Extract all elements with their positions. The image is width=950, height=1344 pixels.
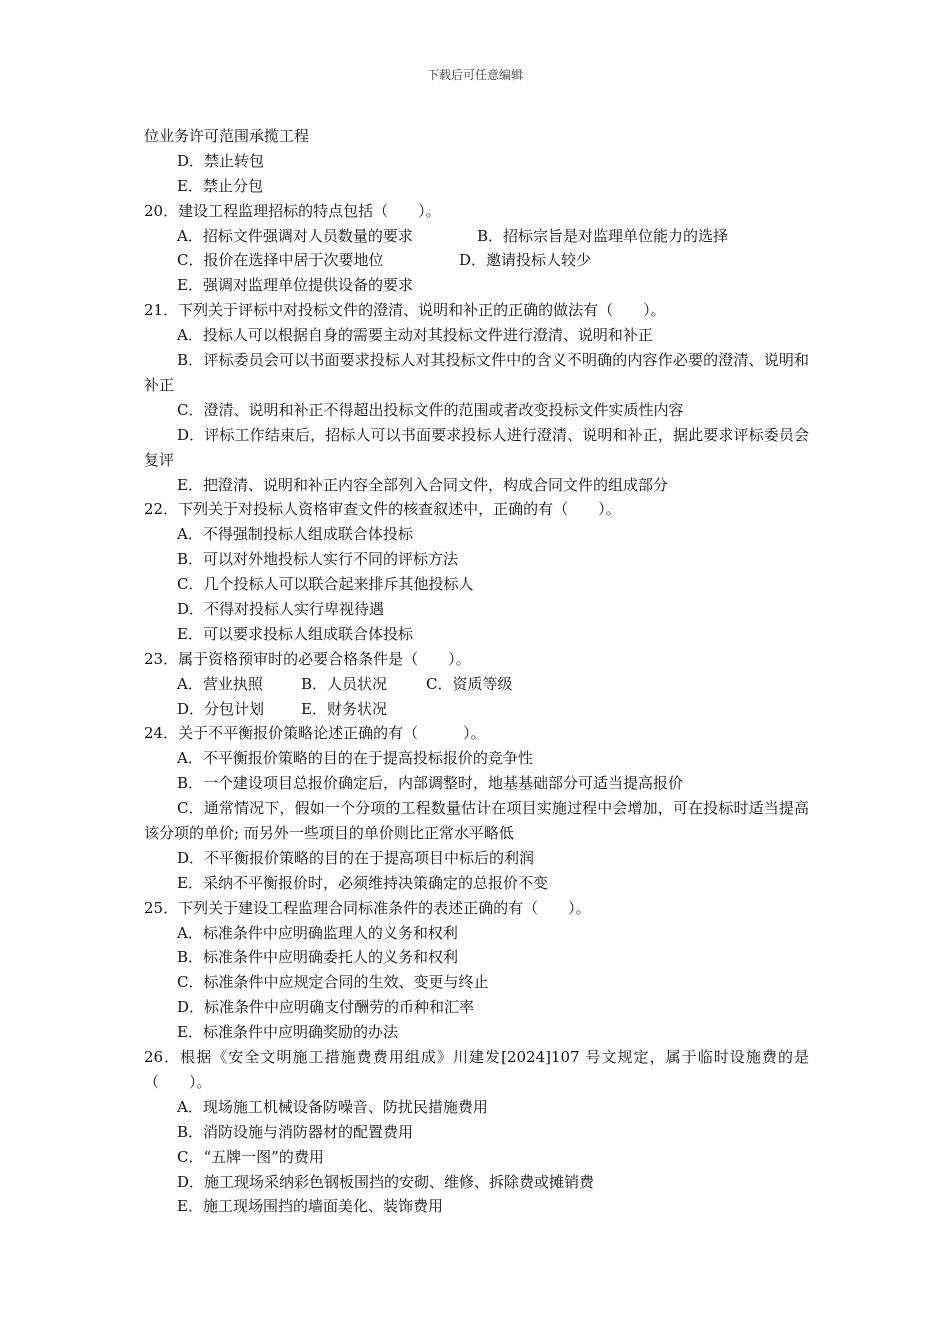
question-26: 26．根据《安全文明施工措施费费用组成》川建发[2024]107 号文规定，属于临时设施费的是（ ）。 [144, 1048, 809, 1091]
option-row [144, 248, 809, 273]
option-d: D．不得对投标人实行卑视待遇 [177, 599, 385, 618]
option-a: A．现场施工机械设备防噪音、防扰民措施费用 [177, 1097, 488, 1116]
option-a: A．标准条件中应明确监理人的义务和权利 [177, 923, 458, 942]
option-d: D．邀请投标人较少 [459, 251, 592, 270]
option-d: D．标准条件中应明确支付酬劳的币种和汇率 [177, 998, 475, 1017]
option-d: D．分包计划 [177, 699, 265, 718]
document-body [144, 124, 809, 1219]
option-a: A．营业执照 [177, 674, 263, 693]
option-e: E．施工现场围挡的墙面美化、装饰费用 [177, 1197, 443, 1216]
option-b: B．人员状况 [301, 674, 388, 693]
option-a: A．不平衡报价策略的目的在于提高投标报价的竞争性 [177, 749, 533, 768]
option-e: E．采纳不平衡报价时，必须维持决策确定的总报价不变 [177, 873, 548, 892]
question-21: 21．下列关于评标中对投标文件的澄清、说明和补正的正确的做法有（ ）。 [144, 301, 666, 320]
option-line: E．禁止分包 [177, 176, 263, 195]
option-d: D．评标工作结束后，招标人可以书面要求投标人进行澄清、说明和补正，据此要求评标委员会复评 [144, 425, 809, 469]
option-e: E．可以要求投标人组成联合体投标 [177, 624, 413, 643]
option-b: B．一个建设项目总报价确定后，内部调整时，地基基础部分可适当提高报价 [177, 774, 684, 793]
option-e: E．财务状况 [301, 699, 387, 718]
option-b: B．消防设施与消防器材的配置费用 [177, 1122, 414, 1141]
option-c: C．资质等级 [426, 674, 513, 693]
option-b: B．可以对外地投标人实行不同的评标方法 [177, 550, 459, 569]
page-header: 下载后可任意编辑 [426, 68, 523, 82]
question-25: 25．下列关于建设工程监理合同标准条件的表述正确的有（ ）。 [144, 898, 591, 917]
option-c: C．“五牌一图”的费用 [177, 1147, 324, 1166]
option-a: A．招标文件强调对人员数量的要求 [177, 226, 413, 245]
question-24: 24．关于不平衡报价策略论述正确的有（ ）。 [144, 724, 486, 743]
option-row [144, 672, 809, 697]
option-b: B．评标委员会可以书面要求投标人对其投标文件中的含义不明确的内容作必要的澄清、说明和补正 [144, 351, 809, 394]
option-c: C．标准条件中应规定合同的生效、变更与终止 [177, 973, 489, 992]
option-c: C．通常情况下，假如一个分项的工程数量估计在项目实施过程中会增加，可在投标时适当提高该分项的单价; 而另外一些项目的单价则比正常水平略低 [144, 799, 809, 843]
option-row [144, 224, 809, 249]
option-c: C．澄清、说明和补正不得超出投标文件的范围或者改变投标文件实质性内容 [177, 400, 684, 419]
option-b: B．招标宗旨是对监理单位能力的选择 [477, 226, 729, 245]
option-e: E．把澄清、说明和补正内容全部列入合同文件，构成合同文件的组成部分 [177, 475, 668, 494]
option-e: E．标准条件中应明确奖励的办法 [177, 1023, 398, 1042]
option-row [144, 697, 809, 722]
option-b: B．标准条件中应明确委托人的义务和权利 [177, 948, 459, 967]
question-22: 22．下列关于对投标人资格审查文件的核查叙述中，正确的有（ ）。 [144, 500, 621, 519]
option-d: D．不平衡报价策略的目的在于提高项目中标后的利润 [177, 848, 535, 867]
text-line: 位业务许可范围承揽工程 [144, 127, 310, 145]
question-20: 20．建设工程监理招标的特点包括（ ）。 [144, 201, 441, 220]
option-a: A．投标人可以根据自身的需要主动对其投标文件进行澄清、说明和补正 [177, 326, 653, 345]
question-23: 23．属于资格预审时的必要合格条件是（ ）。 [144, 649, 471, 668]
option-a: A．不得强制投标人组成联合体投标 [177, 525, 413, 544]
option-c: C．报价在选择中居于次要地位 [177, 251, 384, 270]
option-c: C．几个投标人可以联合起来排斥其他投标人 [177, 575, 474, 594]
option-e: E．强调对监理单位提供设备的要求 [177, 276, 413, 295]
option-d: D．施工现场采纳彩色钢板围挡的安砌、维修、拆除费或摊销费 [177, 1172, 595, 1191]
option-line: D．禁止转包 [177, 151, 265, 170]
